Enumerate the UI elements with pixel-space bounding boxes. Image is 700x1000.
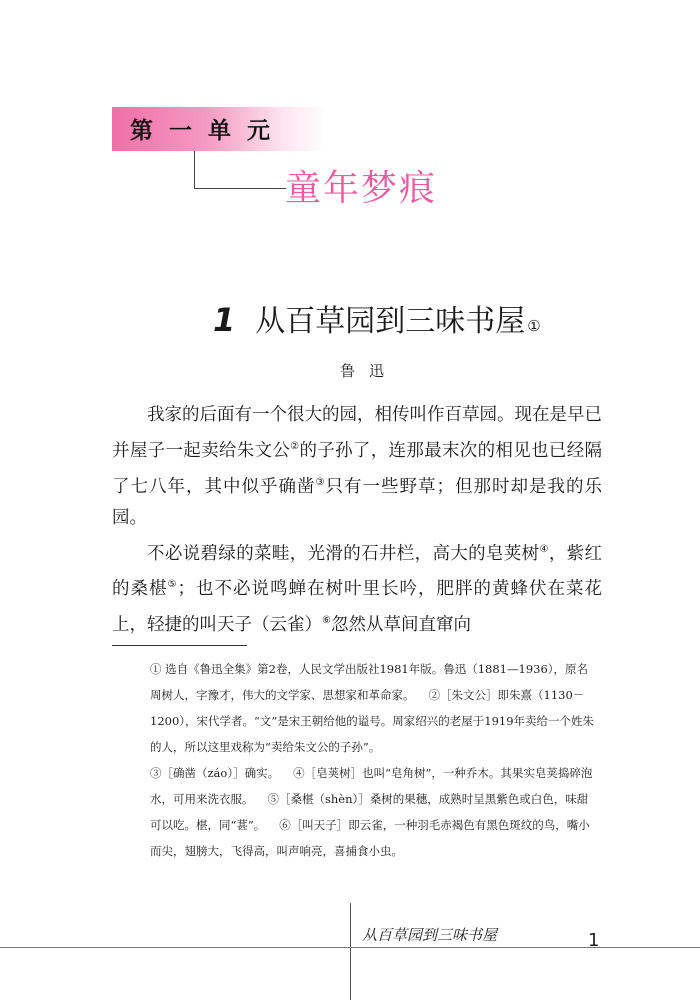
- unit-theme-title: 童年梦痕: [285, 168, 438, 209]
- footnote-1: ① 选自《鲁迅全集》第2卷，人民文学出版社1981年版。鲁迅（1881—1936），原名周树人，字豫才，伟大的文学家、思想家和革命家。: [150, 662, 589, 702]
- footnote-mark-3: ③: [315, 476, 326, 488]
- footnote-5: ⑤［桑椹（shèn）］桑树的果穗，成熟时呈黑紫色或白色，味甜可以吃。椹，同“葚”。: [150, 792, 589, 832]
- footnotes: [150, 656, 598, 864]
- paragraph-text: ，紫红的桑椹: [112, 543, 603, 600]
- footer-divider-vertical: [350, 903, 351, 1000]
- footnote-mark-4: ④: [539, 543, 549, 555]
- paragraph-2: [112, 534, 602, 641]
- paragraph-1: [112, 400, 602, 534]
- footnote-mark-1: ①: [527, 317, 541, 335]
- footnote-6: ⑥［叫天子］即云雀，一种羽毛赤褐色有黑色斑纹的鸟，嘴小而尖，翅膀大，飞得高，叫声响亮，喜捕食小虫。: [150, 818, 590, 858]
- lesson-title: [213, 296, 541, 340]
- paragraph-text: 只有一些野草；但那时却是我的乐园。: [112, 476, 603, 528]
- body-text: [112, 400, 602, 641]
- paragraph-text: 忽然从草间直窜向: [330, 615, 471, 636]
- paragraph-text: 的子孙了，连那最末次的相见也已经隔了七八年，其中似乎确凿: [112, 440, 603, 497]
- unit-connector-horizontal: [194, 188, 286, 189]
- lesson-title-text: 从百草园到三味书屋: [255, 304, 526, 339]
- page-number: 1: [588, 930, 600, 951]
- footnote-2: ②［朱文公］即朱熹（1130－1200），宋代学者。“文”是宋王朝给他的谥号。周家绍兴的老屋于1919年卖给一个姓朱的人，所以这里戏称为“卖给朱文公的子孙”。: [150, 688, 595, 754]
- lesson-number: 1: [213, 301, 236, 339]
- unit-connector-vertical: [194, 151, 195, 189]
- paragraph-text: 我家的后面有一个很大的园，相传叫作百草园。现在是早已并屋子一起卖给朱文公: [112, 405, 602, 461]
- footnote-mark-6: ⑥: [322, 615, 331, 627]
- running-footer-title: 从百草园到三味书屋: [362, 926, 498, 944]
- footnote-mark-5: ⑤: [167, 579, 178, 591]
- footnote-3: ③［确凿（záo）］确实。: [150, 766, 280, 780]
- footnote-mark-2: ②: [290, 441, 300, 452]
- paragraph-text: 不必说碧绿的菜畦，光滑的石井栏，高大的皂荚树: [147, 543, 540, 564]
- footnote-4: ④［皂荚树］也叫“皂角树”，一种乔木。其果实皂荚捣碎泡水，可用来洗衣服。: [150, 766, 593, 806]
- paragraph-text: ；也不必说鸣蝉在树叶里长吟，肥胖的黄蜂伏在菜花上，轻捷的叫天子（云雀）: [112, 579, 603, 636]
- unit-label: 第一单元: [130, 118, 286, 144]
- author-name: 鲁迅: [340, 362, 399, 380]
- footnote-divider: [112, 645, 247, 646]
